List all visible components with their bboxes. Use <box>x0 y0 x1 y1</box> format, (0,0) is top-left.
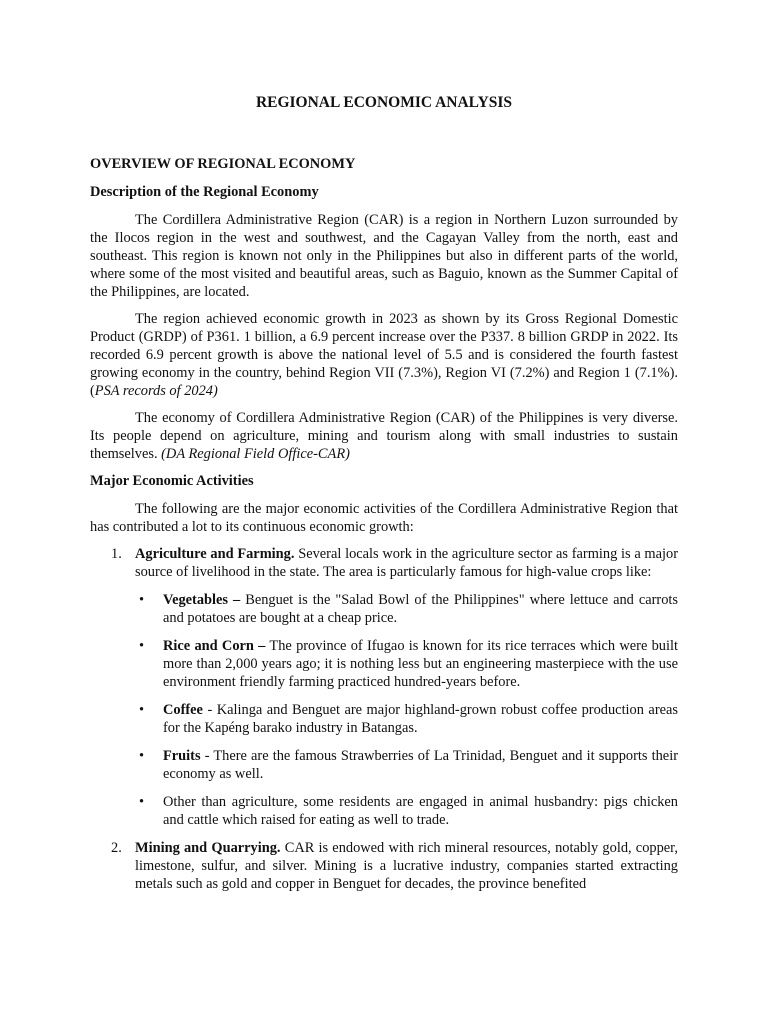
document-title: REGIONAL ECONOMIC ANALYSIS <box>255 94 513 111</box>
bullet-text: - There are the famous Strawberries of La Trinidad, Benguet and it supports their economy as well. <box>163 748 678 782</box>
list-item-heading: Agriculture and Farming. <box>135 546 295 562</box>
paragraph-activities-intro: The following are the major economic activities of the Cordillera Administrative Region that has contributed a lot to its continuous economic growth: <box>90 501 678 535</box>
economic-activities-list <box>90 545 678 893</box>
citation-psa: PSA records of 2024) <box>94 383 218 399</box>
list-number: 1. <box>111 546 122 562</box>
list-item-heading: Mining and Quarrying. <box>135 840 281 856</box>
bullet-animal-husbandry <box>135 793 678 829</box>
bullet-text: Other than agriculture, some residents are engaged in animal husbandry: pigs chicken and cattle which raised for eating as well to trade. <box>163 794 678 828</box>
bullet-label: Vegetables – <box>163 592 241 608</box>
paragraph-growth-text: The region achieved economic growth in 2023 as shown by its Gross Regional Domestic Product (GRDP) of P361. 1 billion, a 6.9 percent increase over the P337. 8 billion GRDP in 2022. Its recorded 6.9 percent growth is above the national level of 5.5 and is considered the fourth fastest growing economy in the country, behind Region VII (7.3%), Region VI (7.2%) and Region 1 (7.1%). ( <box>90 311 678 399</box>
bullet-coffee <box>135 701 678 737</box>
list-item-mining <box>90 839 678 893</box>
paragraph-region-description: The Cordillera Administrative Region (CAR) is a region in Northern Luzon surrounded by the Ilocos region in the west and southwest, and the Cagayan Valley from the north, east and southeast. This region is known not only in the Philippines but also in different parts of the world, where some of the most visited and beautiful areas, such as Baguio, known as the Summer Capital of the Philippines, are located. <box>90 212 678 300</box>
bullet-label: Fruits <box>163 748 201 764</box>
subheading-description: Description of the Regional Economy <box>90 184 319 200</box>
bullet-label: Rice and Corn – <box>163 638 266 654</box>
bullet-icon: • <box>139 748 145 764</box>
bullet-label: Coffee <box>163 702 203 718</box>
list-item-text: Several locals work in the agriculture sector as farming is a major source of livelihood in the state. The area is particularly famous for high-value crops like: <box>135 546 678 580</box>
subheading-major-activities: Major Economic Activities <box>90 473 254 489</box>
bullet-icon: • <box>139 794 145 810</box>
paragraph-diversity-text: The economy of Cordillera Administrative Region (CAR) of the Philippines is very diverse. Its people depend on agriculture, mining and tourism along with small industries to sustain themselves. <box>90 410 678 462</box>
citation-da: (DA Regional Field Office-CAR) <box>161 446 350 462</box>
bullet-icon: • <box>139 702 145 718</box>
list-item-text: CAR is endowed with rich mineral resources, notably gold, copper, limestone, sulfur, and silver. Mining is a lucrative industry, companies started extracting metals such as gold and copper in Benguet for decades, the province benefited <box>135 840 678 892</box>
paragraph-economy-diversity <box>90 409 678 463</box>
bullet-icon: • <box>139 638 145 654</box>
bullet-fruits <box>135 747 678 783</box>
bullet-rice-corn <box>135 637 678 691</box>
bullet-text: The province of Ifugao is known for its rice terraces which were built more than 2,000 years ago; it is nothing less but an engineering masterpiece with the use environment friendly farming practiced hundred-years before. <box>163 638 678 690</box>
bullet-vegetables <box>135 591 678 627</box>
bullet-icon: • <box>139 592 145 608</box>
document-body <box>90 155 678 902</box>
paragraph-economic-growth <box>90 310 678 400</box>
bullet-text: - Kalinga and Benguet are major highland-grown robust coffee production areas for the Kapéng barako industry in Batangas. <box>163 702 678 736</box>
list-item-agriculture <box>90 545 678 829</box>
section-heading: OVERVIEW OF REGIONAL ECONOMY <box>90 156 356 172</box>
bullet-text: Benguet is the "Salad Bowl of the Philippines" where lettuce and carrots and potatoes are bought at a cheap price. <box>163 592 679 626</box>
list-number: 2. <box>111 840 122 856</box>
crops-bullet-list <box>135 591 678 829</box>
